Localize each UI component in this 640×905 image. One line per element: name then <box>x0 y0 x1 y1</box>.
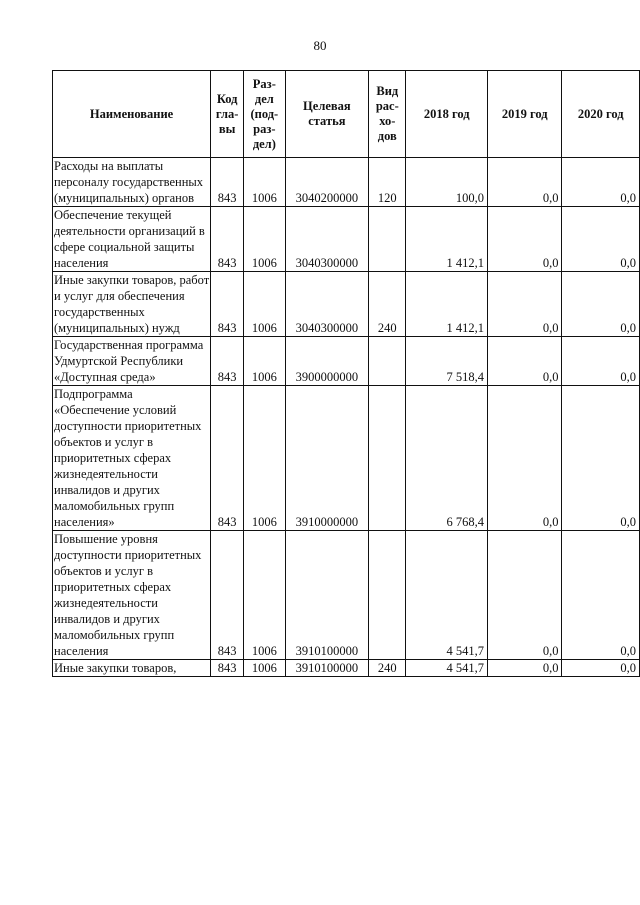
header-2020: 2020 год <box>562 71 640 158</box>
row-kod: 843 <box>211 207 244 272</box>
table-row <box>53 272 640 337</box>
header-name: Наименование <box>53 71 211 158</box>
row-kod: 843 <box>211 660 244 677</box>
header-2019: 2019 год <box>488 71 562 158</box>
row-vid: 240 <box>369 272 406 337</box>
row-name: Подпрограмма «Обеспечение условий доступности приоритетных объектов и услуг в приоритетных сферах жизнедеятельности инвалидов и других маломобильных групп населения» <box>53 386 211 531</box>
row-2018: 4 541,7 <box>406 531 488 660</box>
budget-table <box>52 70 640 677</box>
row-2018: 100,0 <box>406 158 488 207</box>
header-celevaya: Целевая статья <box>285 71 369 158</box>
row-2020: 0,0 <box>562 386 640 531</box>
table-row <box>53 531 640 660</box>
row-kod: 843 <box>211 337 244 386</box>
table-row <box>53 337 640 386</box>
row-razdel: 1006 <box>244 272 285 337</box>
row-name: Повышение уровня доступности приоритетных объектов и услуг в приоритетных сферах жизнедеятельности инвалидов и других маломобильных групп населения <box>53 531 211 660</box>
row-name: Расходы на выплаты персоналу государственных (муниципальных) органов <box>53 158 211 207</box>
row-name: Обеспечение текущей деятельности организаций в сфере социальной защиты населения <box>53 207 211 272</box>
header-razdel: Раз- дел (под- раз- дел) <box>244 71 285 158</box>
row-2019: 0,0 <box>488 158 562 207</box>
row-celevaya: 3910100000 <box>285 531 369 660</box>
header-2018: 2018 год <box>406 71 488 158</box>
row-razdel: 1006 <box>244 386 285 531</box>
row-name: Иные закупки товаров, работ и услуг для обеспечения государственных (муниципальных) нужд <box>54 273 210 335</box>
row-razdel: 1006 <box>244 158 285 207</box>
row-celevaya: 3910000000 <box>285 386 369 531</box>
row-2018: 1 412,1 <box>406 272 488 337</box>
row-vid: 120 <box>369 158 406 207</box>
table-row <box>53 207 640 272</box>
table-row <box>53 158 640 207</box>
header-vid: Вид рас- хо- дов <box>369 71 406 158</box>
header-row <box>53 71 640 158</box>
row-vid <box>369 207 406 272</box>
row-2018: 4 541,7 <box>406 660 488 677</box>
row-2020: 0,0 <box>562 337 640 386</box>
row-2019: 0,0 <box>488 660 562 677</box>
row-2018: 6 768,4 <box>406 386 488 531</box>
row-2020: 0,0 <box>562 207 640 272</box>
row-2019: 0,0 <box>488 531 562 660</box>
row-kod: 843 <box>211 158 244 207</box>
row-razdel: 1006 <box>244 660 285 677</box>
row-2018: 1 412,1 <box>406 207 488 272</box>
table-row <box>53 660 640 677</box>
row-name: Иные закупки товаров, <box>53 660 211 677</box>
row-kod: 843 <box>211 531 244 660</box>
row-2019: 0,0 <box>488 207 562 272</box>
row-vid <box>369 386 406 531</box>
row-celevaya: 3040300000 <box>285 272 369 337</box>
row-celevaya: 3900000000 <box>285 337 369 386</box>
row-razdel: 1006 <box>244 531 285 660</box>
row-kod: 843 <box>211 272 244 337</box>
page-number: 80 <box>313 38 327 53</box>
row-vid: 240 <box>369 660 406 677</box>
header-kod: Код гла- вы <box>211 71 244 158</box>
row-2019: 0,0 <box>488 386 562 531</box>
row-2020: 0,0 <box>562 158 640 207</box>
row-vid <box>369 337 406 386</box>
row-2020: 0,0 <box>562 272 640 337</box>
table-row <box>53 386 640 531</box>
row-kod: 843 <box>211 386 244 531</box>
row-2019: 0,0 <box>488 272 562 337</box>
row-2020: 0,0 <box>562 531 640 660</box>
row-razdel: 1006 <box>244 207 285 272</box>
row-celevaya: 3910100000 <box>285 660 369 677</box>
row-2018: 7 518,4 <box>406 337 488 386</box>
row-celevaya: 3040300000 <box>285 207 369 272</box>
row-2019: 0,0 <box>488 337 562 386</box>
row-celevaya: 3040200000 <box>285 158 369 207</box>
row-vid <box>369 531 406 660</box>
row-razdel: 1006 <box>244 337 285 386</box>
row-name: Государственная программа Удмуртской Республики «Доступная среда» <box>53 337 211 386</box>
row-2020: 0,0 <box>562 660 640 677</box>
